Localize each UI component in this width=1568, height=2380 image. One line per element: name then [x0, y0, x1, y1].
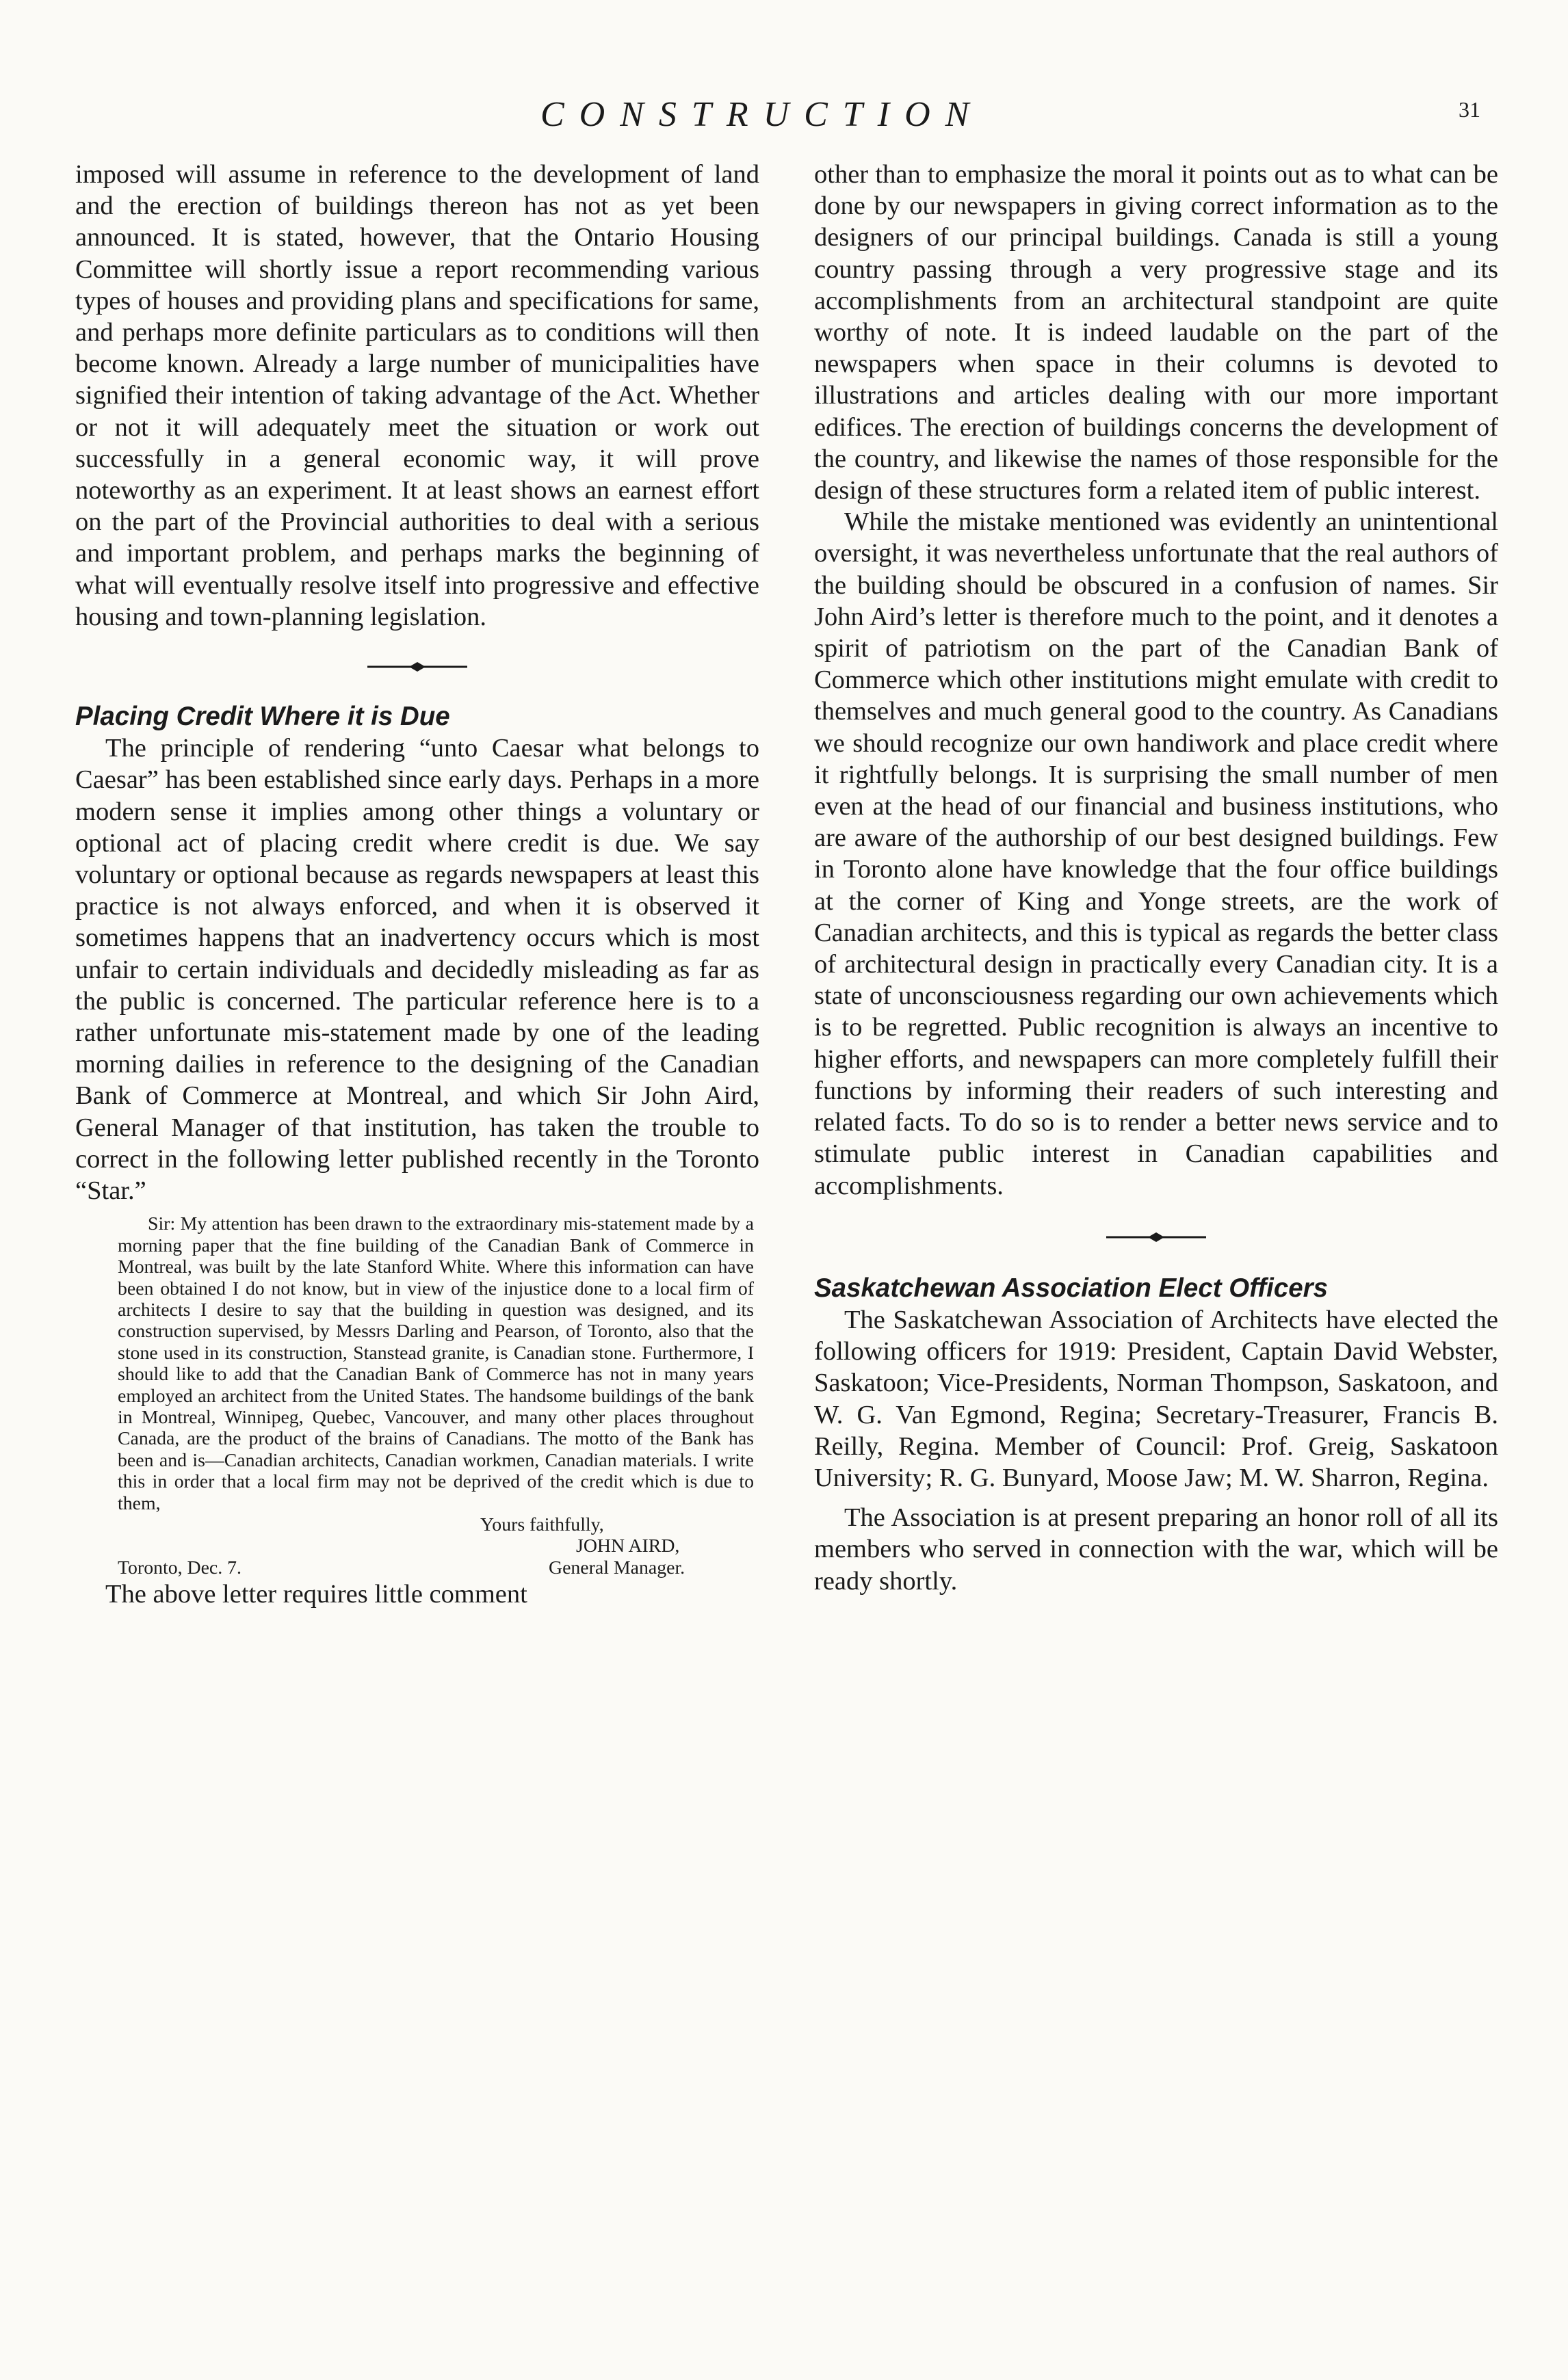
running-title: CONSTRUCTION	[540, 95, 984, 134]
letter-signature: JOHN AIRD,	[576, 1535, 680, 1557]
section-divider-ornament	[1105, 1232, 1207, 1243]
page-header	[0, 94, 1568, 135]
letter-signature-line	[118, 1535, 754, 1557]
body-paragraph: The Association is at present preparing an honor roll of all its members who served in connection with the war, which will be ready shortly.	[814, 1503, 1498, 1596]
right-column	[814, 159, 1498, 1597]
section-heading-placing-credit: Placing Credit Where it is Due	[75, 702, 450, 732]
page-number: 31	[1459, 97, 1480, 122]
body-paragraph: While the mistake mentioned was evidently an unintentional oversight, it was nevertheless unfortunate that the real authors of the building should be obscured in a confusion of names. Sir John Aird’s letter is therefore much to the point, and it denotes a spirit of patriotism on the part of the Canadian Bank of Commerce which other institutions might emulate with credit to themselves and much general good to the country. As Canadians we should recognize our own handiwork and place credit where it rightfully belongs. It is surprising the small number of men even at the head of our financial and business institutions, who are aware of the authorship of our best designed buildings. Few in Toronto alone have knowledge that the four office buildings at the corner of King and Yonge streets, are the work of Canadian architects, and this is typical as regards the better class of architectural design in practically every Canadian city. It is a state of unconsciousness regarding our own achievements which is to be regretted. Public recognition is always an incentive to higher efforts, and newspapers can more completely fulfill their functions by informing their readers of such interesting and related facts. To do so is to render a better news service and to stimulate public interest in Canadian capabilities and accomplishments.	[814, 507, 1498, 1200]
section-divider-ornament	[366, 661, 469, 672]
letter-closing-line	[118, 1514, 754, 1535]
letter-place-date: Toronto, Dec. 7.	[118, 1557, 242, 1578]
intro-paragraph: imposed will assume in reference to the development of land and the erection of buildings thereon has not as yet been announced. It is stated, however, that the Ontario Housing Committee will shortly issue a report recommending various types of houses and providing plans and specifications for same, and perhaps more definite particulars as to conditions will then become known. Already a large number of municipalities have signified their intention of taking advantage of the Act. Whether or not it will adequately meet the situation or work out successfully in a general economic way, it will prove noteworthy as an experiment. It at least shows an earnest effort on the part of the Provincial authorities to deal with a serious and important problem, and perhaps marks the beginning of what will eventually resolve itself into progressive and effective housing and town-planning legislation.	[75, 160, 759, 631]
left-column	[75, 159, 759, 1610]
letter-signatory-title: General Manager.	[549, 1557, 685, 1578]
quoted-letter	[118, 1213, 754, 1578]
body-paragraph-continued: The above letter requires little comment	[105, 1580, 527, 1609]
body-paragraph: The principle of rendering “unto Caesar what belongs to Caesar” has been established since early days. Perhaps in a more modern sense it implies among other things a voluntary or optional act of placing credit where credit is due. We say voluntary or optional because as regards newspapers at least this practice is not always enforced, and when it is observed it sometimes happens that an inadvertency occurs which is most unfair to certain individuals and decidedly misleading as far as the public is concerned. The particular reference here is to a rather unfortunate mis-statement made by one of the leading morning dailies in reference to the designing of the Canadian Bank of Commerce at Montreal, and which Sir John Aird, General Manager of that institution, has taken the trouble to correct in the following letter published recently in the Toronto “Star.”	[75, 734, 759, 1206]
body-paragraph: The Saskatchewan Association of Architects have elected the following officers for 1919: President, Captain David Webster, Saskatoon; Vice-Presidents, Norman Thompson, Saskatoon, and W. G. Van Egmond, Regina; Secretary-Treasurer, Francis B. Reilly, Regina. Member of Council: Prof. Greig, Saskatoon University; R. G. Bunyard, Moose Jaw; M. W. Sharron, Regina.	[814, 1305, 1498, 1492]
letter-dateline	[118, 1557, 754, 1578]
letter-body: Sir: My attention has been drawn to the extraordinary mis-statement made by a morning paper that the fine building of the Canadian Bank of Commerce in Montreal, was built by the late Stanford White. Where this information can have been obtained I do not know, but in view of the injustice done to a local firm of architects I desire to say that the building in question was designed, and its construction supervised, by Messrs Darling and Pearson, of Toronto, also that the stone used in its construction, Stanstead granite, is Canadian stone. Furthermore, I should like to add that the Canadian Bank of Commerce has not in many years employed an architect from the United States. The handsome buildings of the bank in Montreal, Winnipeg, Quebec, Vancouver, and many other places throughout Canada, are the product of the brains of Canadians. The motto of the Bank has been and is—Canadian architects, Canadian workmen, Canadian materials. I write this in order that a local firm may not be deprived of the credit which is due to them,	[118, 1213, 754, 1514]
section-heading-saskatchewan: Saskatchewan Association Elect Officers	[814, 1273, 1329, 1303]
letter-closing: Yours faithfully,	[480, 1513, 604, 1535]
body-paragraph-continuation: other than to emphasize the moral it points out as to what can be done by our newspapers in giving correct information as to the designers of our principal buildings. Canada is still a young country passing through a very progressive stage and its accomplishments from an architectural standpoint are quite worthy of note. It is indeed laudable on the part of the newspapers when space in their columns is devoted to illustrations and articles dealing with our more important edifices. The erection of buildings concerns the development of the country, and likewise the names of those responsible for the design of these structures form a related item of public interest.	[814, 160, 1498, 505]
